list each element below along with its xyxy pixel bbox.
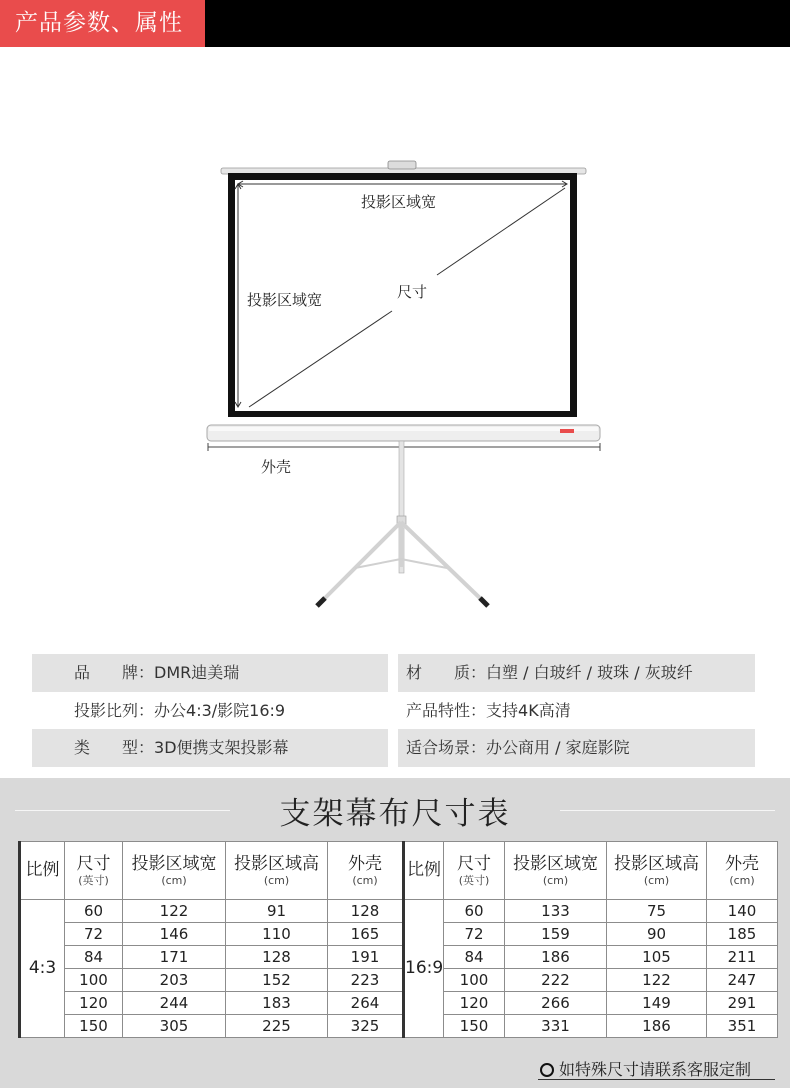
- table-cell: 150: [444, 1015, 505, 1038]
- spec-row-scene: 适合场景：办公商用 / 家庭影院: [398, 729, 755, 767]
- header-ratio: 比例: [404, 842, 444, 900]
- table-cell: 122: [607, 969, 707, 992]
- table-cell: 159: [505, 923, 607, 946]
- table-cell: 60: [65, 900, 123, 923]
- table-cell: 150: [65, 1015, 123, 1038]
- table-cell: 225: [226, 1015, 328, 1038]
- table-cell: 110: [226, 923, 328, 946]
- table-cell: 186: [505, 946, 607, 969]
- table-cell: 171: [123, 946, 226, 969]
- table-row: [20, 992, 778, 1015]
- table-cell: 222: [505, 969, 607, 992]
- table-cell: 84: [65, 946, 123, 969]
- table-cell: 140: [707, 900, 778, 923]
- table-cell: 60: [444, 900, 505, 923]
- ratio-cell: 16:9: [404, 900, 444, 1038]
- header-case: 外壳 (cm): [328, 842, 404, 900]
- section-header: [0, 0, 790, 47]
- spec-row-ratio: 投影比列：办公4:3/影院16:9: [32, 692, 388, 730]
- table-cell: 149: [607, 992, 707, 1015]
- table-cell: 120: [65, 992, 123, 1015]
- size-label: 尺寸: [397, 283, 428, 301]
- table-cell: 191: [328, 946, 404, 969]
- spec-row-type: 类 型：3D便携支架投影幕: [32, 729, 388, 767]
- spec-row-material: 材 质：白塑 / 白玻纤 / 玻珠 / 灰玻纤: [398, 654, 755, 692]
- header-ratio: 比例: [20, 842, 65, 900]
- table-cell: 223: [328, 969, 404, 992]
- spec-row-brand: 品 牌：DMR迪美瑞: [32, 654, 388, 692]
- table-row: [20, 923, 778, 946]
- circle-icon: [540, 1063, 554, 1077]
- section-title: 产品参数、属性: [0, 0, 205, 47]
- table-cell: 325: [328, 1015, 404, 1038]
- size-table-title: 支架幕布尺寸表: [279, 796, 511, 832]
- note-underline: [538, 1079, 775, 1080]
- header-height: 投影区域高 (cm): [607, 842, 707, 900]
- table-row: [20, 900, 778, 923]
- table-cell: 100: [444, 969, 505, 992]
- tripod-screen-illustration: [0, 47, 790, 647]
- header-size: 尺寸 (英寸): [65, 842, 123, 900]
- table-cell: 244: [123, 992, 226, 1015]
- table-cell: 122: [123, 900, 226, 923]
- spec-key: 材 质: [406, 663, 471, 682]
- table-cell: 128: [226, 946, 328, 969]
- header-width: 投影区域宽 (cm): [123, 842, 226, 900]
- table-cell: 128: [328, 900, 404, 923]
- table-cell: 185: [707, 923, 778, 946]
- table-cell: 72: [444, 923, 505, 946]
- header-width: 投影区域宽 (cm): [505, 842, 607, 900]
- table-cell: 100: [65, 969, 123, 992]
- table-cell: 133: [505, 900, 607, 923]
- case-label: 外壳: [261, 458, 292, 476]
- table-cell: 186: [607, 1015, 707, 1038]
- header-size: 尺寸 (英寸): [444, 842, 505, 900]
- table-row: [20, 969, 778, 992]
- table-cell: 75: [607, 900, 707, 923]
- table-cell: 331: [505, 1015, 607, 1038]
- table-cell: 72: [65, 923, 123, 946]
- table-cell: 247: [707, 969, 778, 992]
- spec-key: 品 牌: [74, 663, 139, 682]
- projection-width-label: 投影区域宽: [361, 193, 437, 211]
- spec-value: DMR迪美瑞: [154, 663, 240, 682]
- table-cell: 266: [505, 992, 607, 1015]
- spec-value: 3D便携支架投影幕: [154, 738, 289, 757]
- table-cell: 351: [707, 1015, 778, 1038]
- custom-size-note-text: 如特殊尺寸请联系客服定制: [559, 1060, 752, 1079]
- header-height: 投影区域高 (cm): [226, 842, 328, 900]
- size-table-header-row: [20, 842, 778, 900]
- table-cell: 211: [707, 946, 778, 969]
- table-cell: 305: [123, 1015, 226, 1038]
- product-diagram: [0, 47, 790, 647]
- table-cell: 165: [328, 923, 404, 946]
- table-row: [20, 1015, 778, 1038]
- spec-list: [0, 652, 790, 772]
- table-cell: 152: [226, 969, 328, 992]
- table-row: [20, 946, 778, 969]
- table-cell: 90: [607, 923, 707, 946]
- spec-value: 办公商用 / 家庭影院: [486, 738, 630, 757]
- table-cell: 91: [226, 900, 328, 923]
- spec-value: 办公4:3/影院16:9: [154, 701, 286, 720]
- header-case: 外壳 (cm): [707, 842, 778, 900]
- size-table-section: [0, 778, 790, 1088]
- table-cell: 105: [607, 946, 707, 969]
- custom-size-note: [540, 1057, 751, 1080]
- spec-value: 支持4K高清: [486, 701, 571, 720]
- table-cell: 264: [328, 992, 404, 1015]
- spec-key: 产品特性: [406, 701, 471, 720]
- spec-key: 适合场景: [406, 738, 471, 757]
- size-table: [18, 841, 778, 1038]
- table-cell: 120: [444, 992, 505, 1015]
- table-cell: 84: [444, 946, 505, 969]
- table-cell: 203: [123, 969, 226, 992]
- spec-row-feature: 产品特性：支持4K高清: [398, 692, 755, 730]
- table-cell: 183: [226, 992, 328, 1015]
- spec-value: 白塑 / 白玻纤 / 玻珠 / 灰玻纤: [486, 663, 693, 682]
- projection-height-label: 投影区域宽: [247, 291, 323, 309]
- spec-key: 类 型: [74, 738, 139, 757]
- table-cell: 146: [123, 923, 226, 946]
- spec-key: 投影比列: [74, 701, 139, 720]
- ratio-cell: 4:3: [20, 900, 65, 1038]
- table-cell: 291: [707, 992, 778, 1015]
